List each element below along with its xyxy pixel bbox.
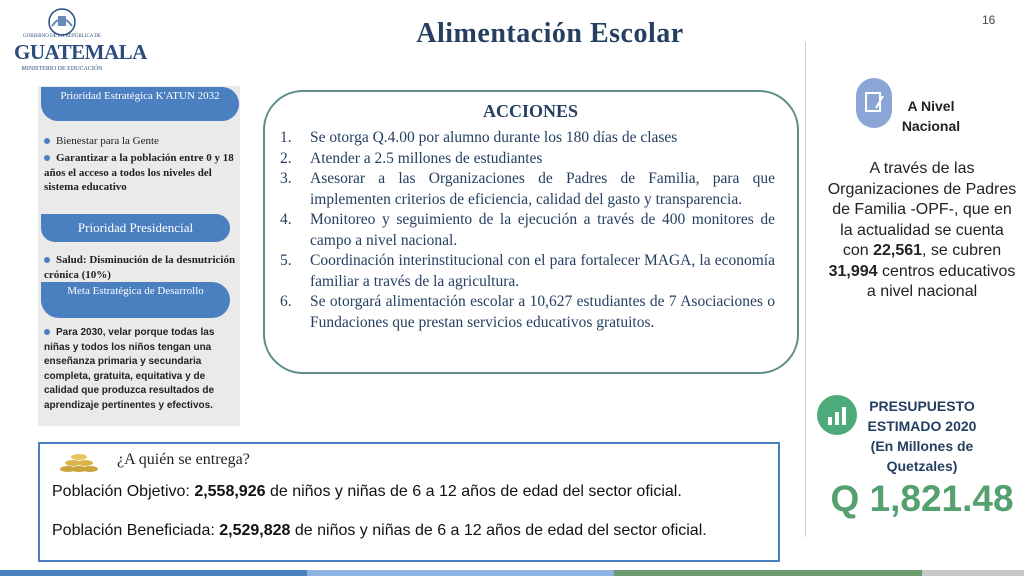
bar-chart-icon bbox=[817, 395, 857, 435]
nivel-label: A Nivel Nacional bbox=[901, 98, 961, 134]
coins-icon bbox=[58, 451, 100, 473]
band-segment bbox=[614, 570, 921, 576]
entrega-question: ¿A quién se entrega? bbox=[117, 451, 250, 468]
growth-chart-icon bbox=[817, 395, 857, 435]
edit-document-icon bbox=[856, 78, 892, 128]
list-item: Bienestar para la Gente bbox=[44, 134, 238, 149]
presupuesto-label: PRESUPUESTO ESTIMADO 2020 (En Millones de Quetzales) bbox=[867, 398, 977, 474]
katun-label: Prioridad Estratégica K'ATUN 2032 bbox=[41, 87, 239, 121]
page-number: 16 bbox=[982, 13, 996, 27]
page-title: Alimentación Escolar bbox=[416, 18, 684, 49]
logo-name: GUATEMALA bbox=[14, 40, 147, 64]
meta-label: Meta Estratégica de Desarrollo bbox=[41, 282, 230, 318]
list-item: 4. Monitoreo y seguimiento de la ejecución a través de 400 monitores de campo a nivel nacional. bbox=[280, 211, 775, 249]
bottom-band bbox=[0, 570, 1024, 576]
list-item: 2. Atender a 2.5 millones de estudiantes bbox=[280, 149, 543, 167]
band-segment bbox=[0, 570, 307, 576]
bullet-icon bbox=[44, 257, 50, 263]
poblacion-objetivo: Población Objetivo: 2,558,926 de niños y niñas de 6 a 12 años de edad del sector oficial. bbox=[52, 483, 682, 500]
list-item: 6. Se otorgará alimentación escolar a 10,627 estudiantes de 7 Asociaciones o Fundaciones que prestan servicios educativos gratuitos. bbox=[280, 293, 775, 331]
poblacion-beneficiada: Población Beneficiada: 2,529,828 de niños y niñas de 6 a 12 años de edad del sector oficial. bbox=[52, 522, 707, 539]
list-item: 3. Asesorar a las Organizaciones de Padres de Familia, para que implementen criterios de eficiencia, calidad del gasto y transparencia. bbox=[280, 170, 775, 208]
opf-description: A través de las Organizaciones de Padres de Familia -OPF-, que en la actualidad se cuenta con 22,561, se cubren 31,994 centros educativos a nivel nacional bbox=[827, 160, 1017, 300]
bullet-icon bbox=[44, 138, 50, 144]
bullet-icon bbox=[44, 155, 50, 161]
acciones-list bbox=[280, 128, 775, 333]
list-item: 5. Coordinación interinstitucional con el para fortalecer MAGA, la economía familiar a través de la agricultura. bbox=[280, 252, 775, 290]
acciones-title: ACCIONES bbox=[483, 101, 579, 121]
vertical-divider bbox=[805, 42, 806, 537]
logo-top-text: GOBIERNO DE LA REPÚBLICA DE bbox=[22, 34, 102, 39]
list-item: Para 2030, velar porque todas las niñas y todos los niños tengan una enseñanza primaria y secundaria completa, gratuita, equitativa y de calidad que produzca resultados de aprendizaje pertinentes y efectivos. bbox=[44, 327, 215, 411]
presidencial-label: Prioridad Presidencial bbox=[41, 214, 230, 242]
document-icon bbox=[856, 78, 892, 128]
bullet-icon bbox=[44, 329, 50, 335]
list-item: 1. Se otorga Q.4.00 por alumno durante los 180 días de clases bbox=[280, 129, 678, 146]
list-item: Salud: Disminución de la desnutrición crónica (10%) bbox=[44, 254, 236, 281]
band-segment bbox=[307, 570, 614, 576]
presupuesto-amount: Q 1,821.48 bbox=[830, 478, 1014, 519]
list-item: Garantizar a la población entre 0 y 18 años el acceso a todos los niveles del sistema educativo bbox=[44, 152, 234, 193]
logo-ministry: MINISTERIO DE EDUCACIÓN bbox=[21, 66, 103, 72]
band-segment bbox=[922, 570, 1024, 576]
